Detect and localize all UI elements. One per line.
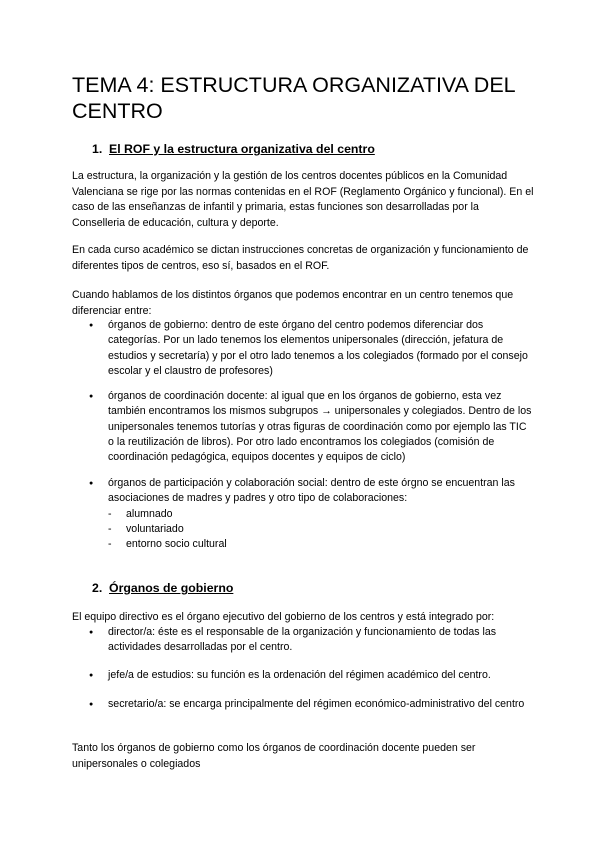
- organ-types-list: [72, 318, 532, 379]
- equipo-directivo-list-3: [72, 697, 532, 712]
- sublist-item: - entorno socio cultural: [108, 537, 532, 552]
- list-item-gobierno: ● órganos de gobierno: dentro de este órgano del centro podemos diferenciar dos categorías. Por un lado tenemos los elementos unipersonales (dirección, jefatura de estudios y secretaría) y por el otro lado tenemos a los colegiados (formado por el consejo escolar y el claustro de profesores): [72, 318, 532, 379]
- section-1-number: 1.: [92, 142, 103, 156]
- equipo-directivo-list: [72, 625, 532, 656]
- organ-types-list-2: [72, 389, 532, 465]
- section-2-title: Órganos de gobierno: [109, 581, 234, 595]
- organ-types-list-3: [72, 476, 532, 552]
- collaboration-sublist: [108, 507, 532, 553]
- list-item-jefe-estudios: ● jefe/a de estudios: su función es la ordenación del régimen académico del centro.: [72, 668, 532, 683]
- list-item-secretario: ● secretario/a: se encarga principalmente del régimen económico-administrativo del centro: [72, 697, 532, 712]
- page-title: TEMA 4: ESTRUCTURA ORGANIZATIVA DEL CENTRO: [72, 73, 515, 123]
- list-item-participacion: [72, 476, 532, 552]
- list-item-participacion-text: órganos de participación y colaboración social: dentro de este órgno se encuentran las asociaciones de madres y padres y otro tipo de colaboraciones:: [108, 477, 515, 505]
- list-item-director: ● director/a: éste es el responsable de la organización y funcionamiento de todas las actividades desarrolladas por el centro.: [72, 625, 532, 656]
- list-item-coordinacion: ● órganos de coordinación docente: al igual que en los órganos de gobierno, esta vez también encontramos los mismos subgrupos → unipersonales y colegiados. Dentro de los unipersonales tenemos tutorías y otras figuras de coordinación como por ejemplo las TIC o la reutilización de libros). Por otro lado encontramos los colegiados (comisión de coordinación pedagógica, equipos docentes y equipos de ciclo): [72, 389, 532, 465]
- section-2-paragraph-2: Tanto los órganos de gobierno como los órganos de coordinación docente pueden ser unipersonales o colegiados: [72, 742, 476, 770]
- equipo-directivo-list-2: [72, 668, 532, 683]
- section-1-title: El ROF y la estructura organizativa del centro: [109, 142, 375, 156]
- section-1-heading: [92, 141, 375, 157]
- section-1-paragraph-1: La estructura, la organización y la gestión de los centros docentes públicos en la Comunidad Valenciana se rige por las normas contenidas en el ROF (Reglamento Orgánico y funcional). En el caso de las enseñanzas de infantil y primaria, estas funciones son desarrolladas por la Conselleria de educación, cultura y deporte.: [72, 170, 534, 229]
- sublist-item: - alumnado: [108, 507, 532, 522]
- sublist-item: - voluntariado: [108, 522, 532, 537]
- section-2-paragraph-1: El equipo directivo es el órgano ejecutivo del gobierno de los centros y está integrado por:: [72, 611, 495, 623]
- section-1-paragraph-2: En cada curso académico se dictan instrucciones concretas de organización y funcionamiento de diferentes tipos de centros, eso sí, basados en el ROF.: [72, 244, 529, 272]
- section-1-paragraph-3: Cuando hablamos de los distintos órganos que podemos encontrar en un centro tenemos que diferenciar entre:: [72, 289, 514, 317]
- section-2-number: 2.: [92, 581, 103, 595]
- section-2-heading: [92, 580, 233, 596]
